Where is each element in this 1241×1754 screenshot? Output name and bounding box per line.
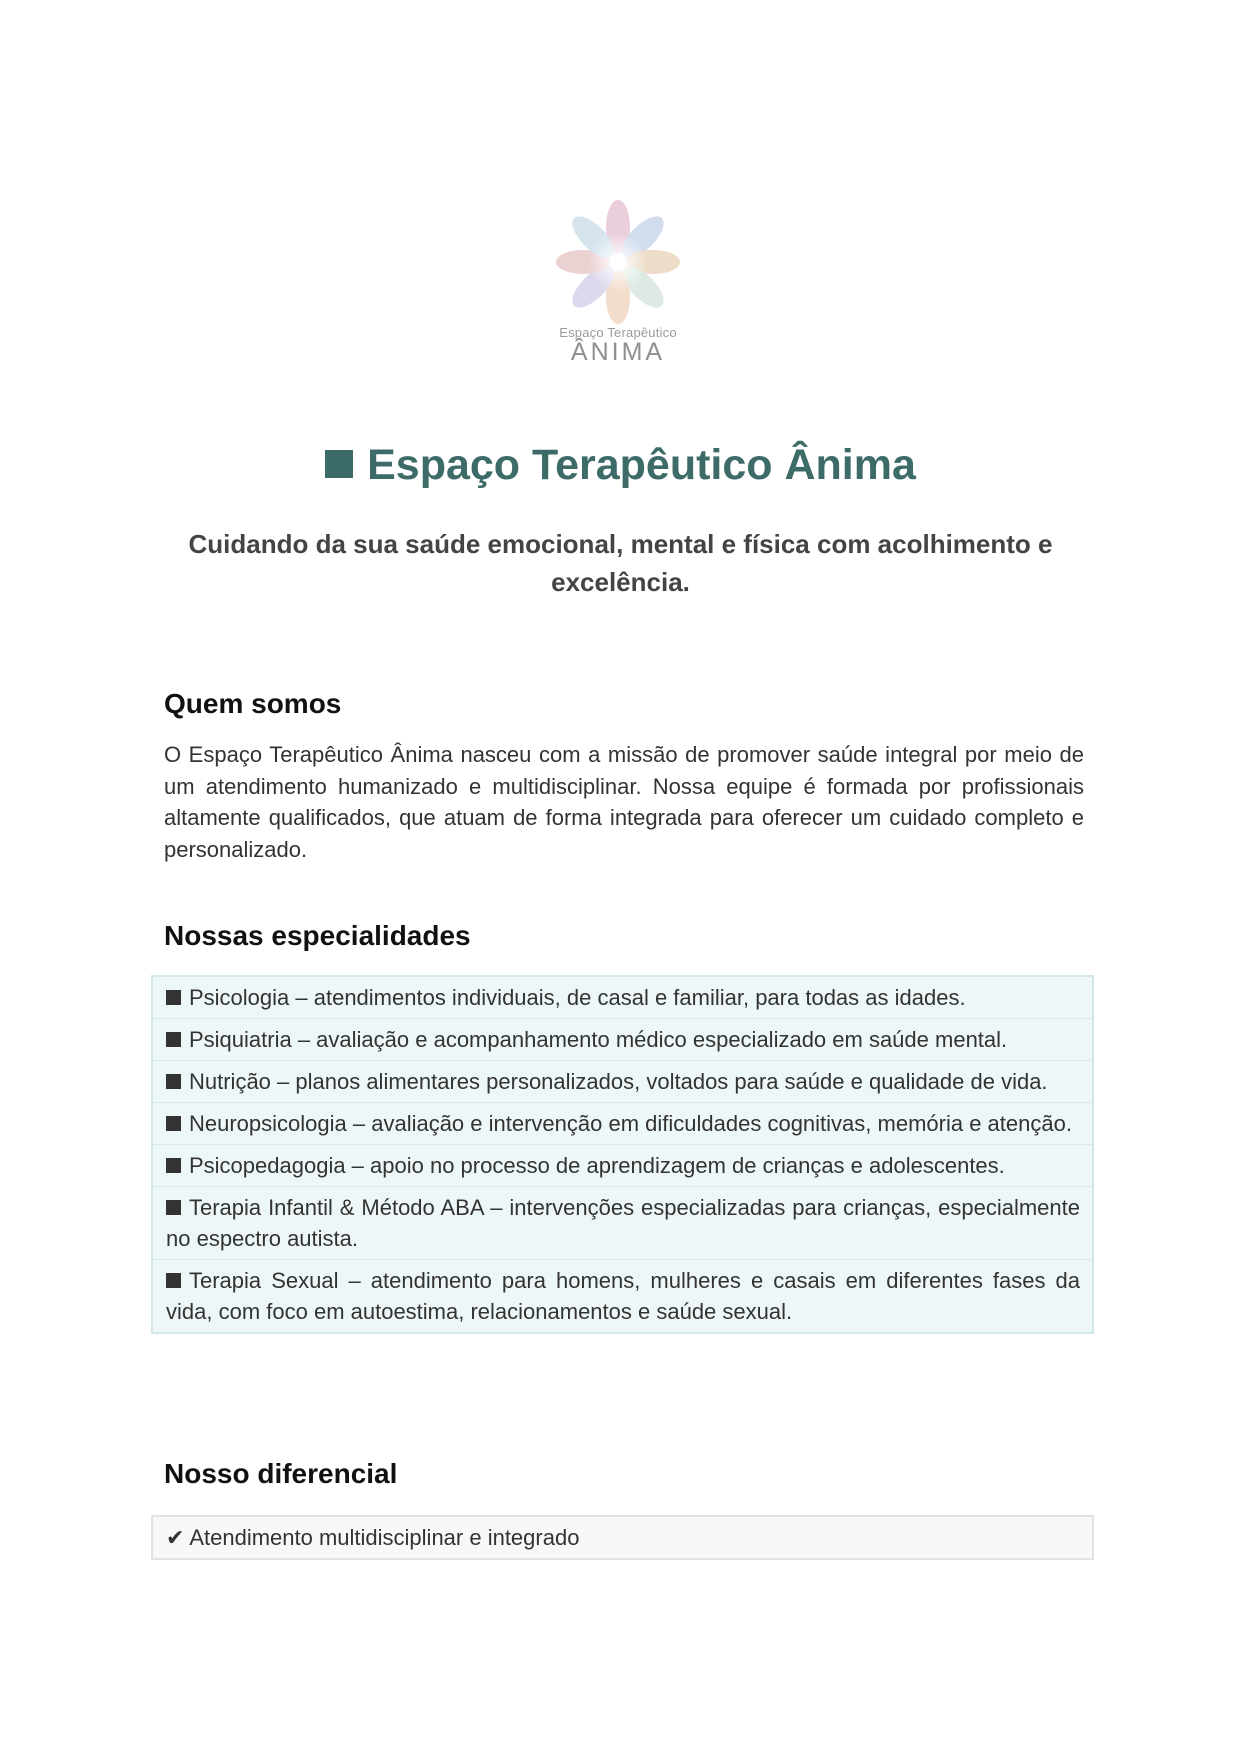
about-paragraph: O Espaço Terapêutico Ânima nasceu com a missão de promover saúde integral por meio de um atendimento humanizado e multidisciplinar. Nossa equipe é formada por profissionais altamente qualificados, que atuam de forma integrada para oferecer um cuidado completo e personalizado.: [164, 742, 1084, 862]
list-item: [153, 1259, 1092, 1332]
list-item-text: Nutrição – planos alimentares personalizados, voltados para saúde e qualidade de vida.: [189, 1069, 1048, 1094]
logo-wordmark: ÂNIMA: [570, 338, 666, 366]
square-bullet-icon: [166, 1158, 181, 1173]
list-item: [153, 1186, 1092, 1259]
list-item: [153, 1018, 1092, 1060]
square-bullet-icon: [166, 1273, 181, 1288]
list-item-text: Psicologia – atendimentos individuais, de casal e familiar, para todas as idades.: [189, 985, 966, 1010]
logo: [548, 200, 688, 370]
section-heading-differential: Nosso diferencial: [164, 1458, 398, 1489]
list-item: [153, 977, 1092, 1018]
list-item-text: Psiquiatria – avaliação e acompanhamento médico especializado em saúde mental.: [189, 1027, 1008, 1052]
square-bullet-icon: [166, 1200, 181, 1215]
list-item: [153, 1060, 1092, 1102]
page-title-text: Espaço Terapêutico Ânima: [367, 441, 916, 489]
square-bullet-icon: [166, 1032, 181, 1047]
lotus-flower-icon: [548, 200, 688, 325]
square-bullet-icon: [325, 450, 353, 478]
page-title: [0, 437, 1241, 493]
square-bullet-icon: [166, 1116, 181, 1131]
page-subtitle: Cuidando da sua saúde emocional, mental e física com acolhimento e excelência.: [188, 529, 1053, 597]
list-item: [153, 1144, 1092, 1186]
section-heading-specialties: Nossas especialidades: [164, 920, 471, 951]
list-item-text: Psicopedagogia – apoio no processo de aprendizagem de crianças e adolescentes.: [189, 1153, 1005, 1178]
list-item-text: Terapia Infantil & Método ABA – intervenções especializadas para crianças, especialmente no espectro autista.: [166, 1195, 1080, 1251]
section-heading-about: Quem somos: [164, 688, 342, 719]
differential-list: [151, 1515, 1094, 1560]
list-item-text: Neuropsicologia – avaliação e intervenção em dificuldades cognitivas, memória e atenção.: [189, 1111, 1072, 1136]
square-bullet-icon: [166, 990, 181, 1005]
square-bullet-icon: [166, 1074, 181, 1089]
logo-subtitle: Espaço Terapêutico: [559, 325, 677, 340]
list-item: [153, 1102, 1092, 1144]
list-item-text: Terapia Sexual – atendimento para homens, mulheres e casais em diferentes fases da vida, com foco em autoestima, relacionamentos e saúde sexual.: [166, 1268, 1080, 1324]
specialties-list: [151, 975, 1094, 1334]
list-item: ✔ Atendimento multidisciplinar e integrado: [166, 1525, 580, 1550]
